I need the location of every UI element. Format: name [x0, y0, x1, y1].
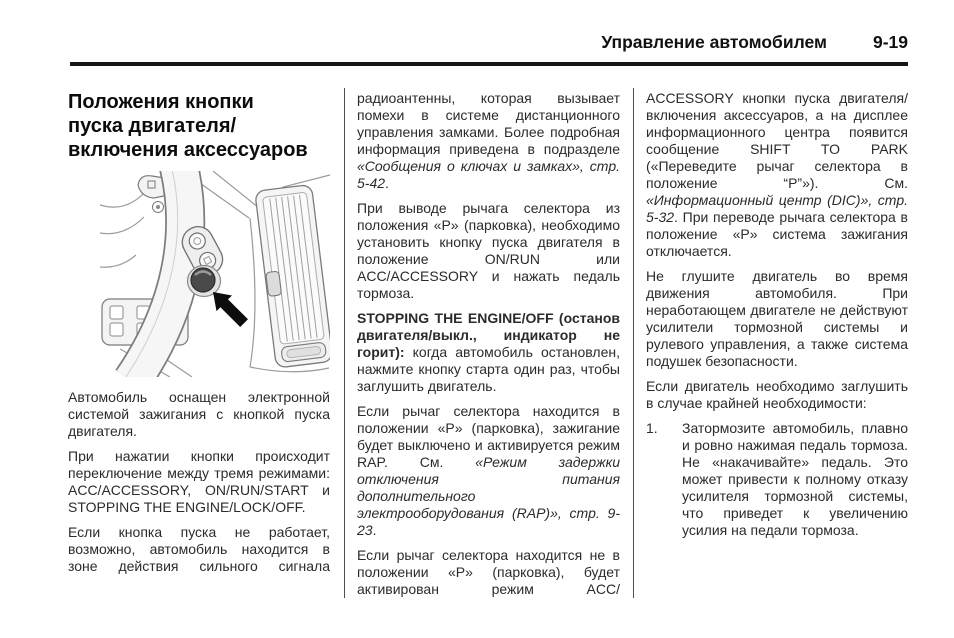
- header-rule: [70, 62, 908, 66]
- text-run-italic: «Информационный центр (DIC)», стр. 5-32: [646, 192, 908, 225]
- text-run: . При переводе рычага селектора в положение «P» система зажигания отключается.: [646, 209, 908, 259]
- paragraph-middle-1: [357, 90, 620, 192]
- text-run: когда автомобиль остановлен, нажмите кнопку старта один раз, чтобы заглушить двигатель.: [357, 344, 620, 394]
- text-run: .: [372, 522, 377, 538]
- paragraph-right-3: Если двигатель необходимо заглушить в случае крайней необходимости:: [646, 378, 908, 411]
- page-header: [70, 32, 908, 53]
- column-divider-right: [633, 88, 634, 598]
- text-run: .: [385, 175, 389, 191]
- page-number: 9-19: [872, 32, 908, 52]
- text-run: радиоантенны, которая вызывает помехи в системе дистанционного управления замками. Более подробная информация приведена в подразделе: [357, 90, 620, 157]
- column-middle: [357, 90, 620, 606]
- text-run-italic: «Режим задержки отключения питания дополнительного электрооборудования (RAP)», стр. 9-23: [357, 454, 620, 538]
- start-button-illustration: [100, 171, 330, 377]
- paragraph-middle-2: При выводе рычага селектора из положения «P» (парковка), необходимо установить кнопку пуска двигателя в положение ON/RUN или ACC/ACCESSORY и нажать педаль тормоза.: [357, 200, 620, 301]
- paragraph-middle-5: Если рычаг селектора находится не в положении «P» (парковка), будет активирован режим ACC/: [357, 547, 620, 597]
- column-left: [68, 90, 330, 583]
- paragraph-middle-3: [357, 310, 620, 395]
- title-line: включения аксессуаров: [68, 139, 308, 161]
- list-text: Затормозите автомобиль, плавно и ровно нажимая педаль тормоза. Не «накачивайте» педаль. Это может привести к полному отказу усилителя тормозной системы, что приведет к увеличению усилия на педали тормоза.: [682, 420, 908, 538]
- text-run: ACCESSORY кнопки пуска двигателя/включения аксессуаров, а на дисплее информационного центра появится сообщение SHIFT TO PARK («Переведите рычаг селектора в положение “P”»). См.: [646, 90, 908, 191]
- paragraph-left-3: Если кнопка пуска не работает, возможно, автомобиль находится в зоне действия сильного сигнала: [68, 524, 330, 574]
- paragraph-right-2: Не глушите двигатель во время движения автомобиля. При неработающем двигателе не действуют усилители тормозной системы и рулевого управления, а также система подушек безопасности.: [646, 268, 908, 369]
- column-divider-left: [344, 88, 345, 598]
- title-line: Положения кнопки: [68, 91, 254, 113]
- pointer-arrow: [213, 292, 248, 327]
- paragraph-middle-4: [357, 403, 620, 539]
- text-run-italic: «Сообщения о ключах и замках», стр. 5-42: [357, 158, 620, 191]
- steering-wheel-drawing: [100, 171, 330, 377]
- text-run-bold: STOPPING THE ENGINE/OFF (останов двигателя/выкл., индикатор не горит):: [357, 310, 620, 360]
- list-number: 1.: [646, 420, 658, 436]
- ordered-list-item-1: [646, 420, 908, 539]
- paragraph-left-1: Автомобиль оснащен электронной системой зажигания с кнопкой пуска двигателя.: [68, 389, 330, 439]
- column-right: [646, 90, 908, 539]
- title-line: пуска двигателя/: [68, 115, 237, 137]
- paragraph-left-2: При нажатии кнопки происходит переключение между тремя режимами: ACC/ACCESSORY, ON/RUN/START и STOPPING THE ENGINE/LOCK/OFF.: [68, 448, 330, 515]
- article-title: [68, 90, 330, 162]
- text-run: Если рычаг селектора находится в положении «P» (парковка), зажигание будет выключено и активируется режим RAP. См.: [357, 403, 620, 470]
- paragraph-right-1: [646, 90, 908, 260]
- section-title: Управление автомобилем: [601, 32, 827, 52]
